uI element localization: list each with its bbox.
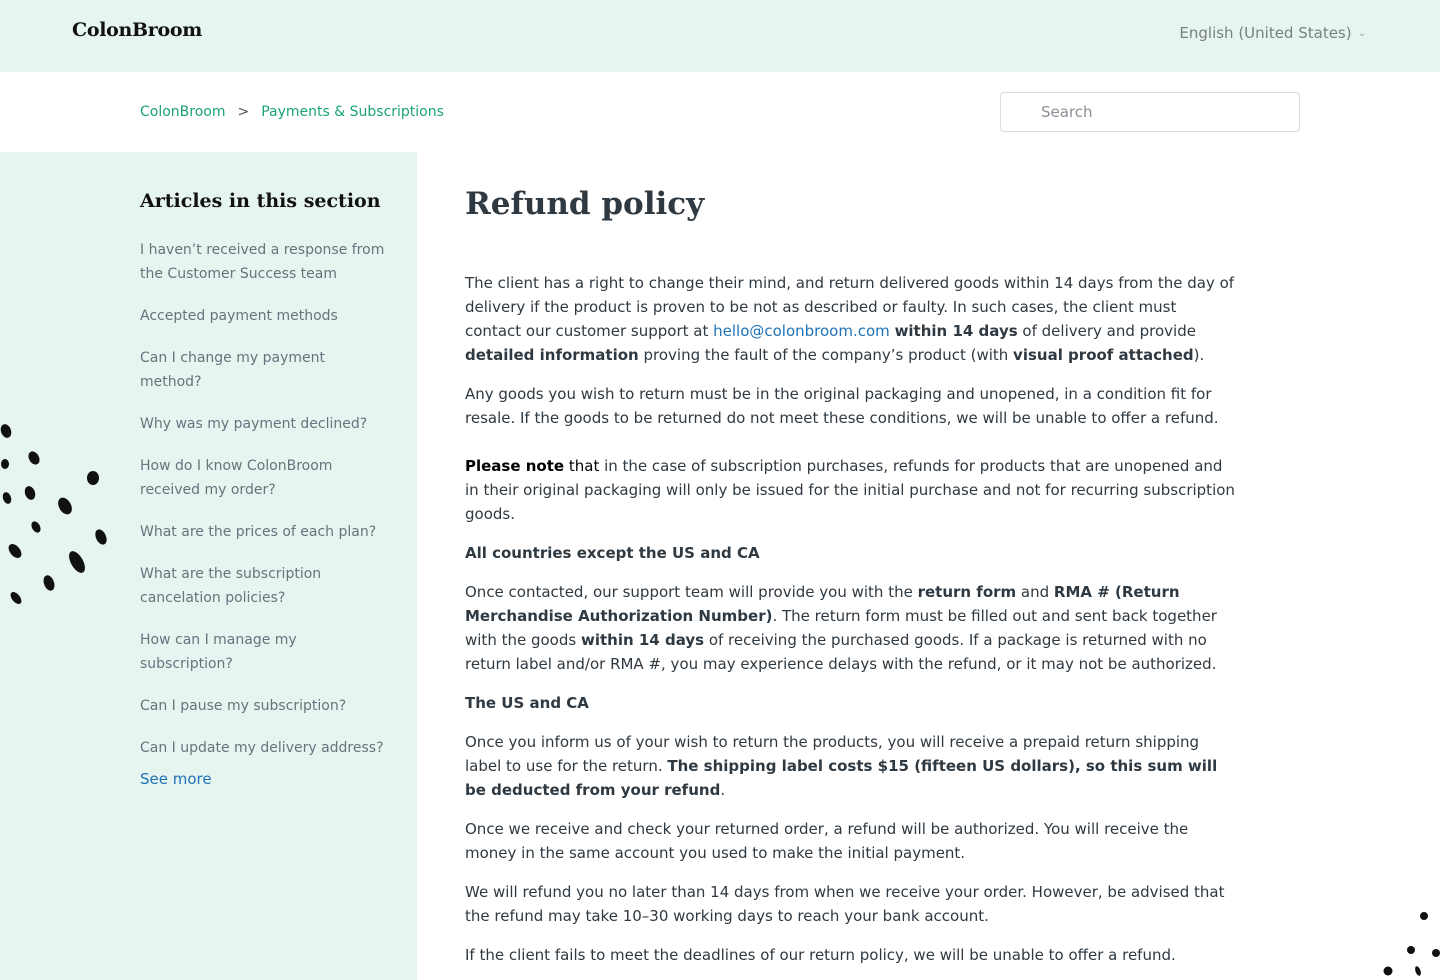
sidebar-article-link[interactable]: Can I update my delivery address? bbox=[140, 740, 384, 756]
language-selector[interactable] bbox=[1179, 24, 1366, 42]
sidebar-article-link[interactable]: Can I pause my subscription? bbox=[140, 698, 347, 714]
article-paragraph: We will refund you no later than 14 days from when we receive your order. However, be advised that the refund may take 10–30 working days to reach your bank account. bbox=[465, 883, 1225, 925]
article-paragraph: Any goods you wish to return must be in the original packaging and unopened, in a condition fit for resale. If the goods to be returned do not meet these conditions, we will be unable to offer a refund. bbox=[465, 385, 1219, 427]
article-title: Refund policy bbox=[465, 186, 705, 222]
site-header bbox=[0, 0, 1440, 72]
sidebar-article-link[interactable]: What are the prices of each plan? bbox=[140, 524, 377, 540]
section-heading: All countries except the US and CA bbox=[465, 544, 760, 562]
breadcrumb-home[interactable]: ColonBroom bbox=[140, 104, 226, 120]
sidebar-article-link[interactable]: Why was my payment declined? bbox=[140, 416, 368, 432]
site-logo[interactable]: ColonBroom bbox=[72, 19, 203, 41]
article-paragraph: Once contacted, our support team will provide you with the return form and RMA # (Return Merchandise Authorization Number). The return form must be filled out and sent back together with the goods within 14 days of receiving the purchased goods. If a package is returned with no return label and/or RMA #, you may experience delays with the refund, or it may not be authorized. bbox=[465, 583, 1217, 673]
see-more-link[interactable]: See more bbox=[140, 770, 212, 788]
breadcrumb-section[interactable]: Payments & Subscriptions bbox=[261, 104, 444, 120]
language-label: English (United States) bbox=[1179, 24, 1352, 42]
sidebar-article-link[interactable]: How can I manage my subscription? bbox=[140, 632, 297, 672]
breadcrumb-separator: > bbox=[237, 104, 250, 120]
sidebar-article-list bbox=[140, 238, 390, 778]
decorative-dots-left bbox=[0, 420, 115, 610]
sidebar-article-link[interactable]: What are the subscription cancelation policies? bbox=[140, 566, 322, 606]
section-heading: The US and CA bbox=[465, 694, 589, 712]
sidebar-article-link[interactable]: Accepted payment methods bbox=[140, 308, 338, 324]
breadcrumb bbox=[140, 104, 444, 120]
sidebar-title: Articles in this section bbox=[140, 190, 381, 212]
sidebar-article-link[interactable]: Can I change my payment method? bbox=[140, 350, 325, 390]
search-input[interactable] bbox=[1001, 93, 1299, 131]
article-paragraph: The client has a right to change their mind, and return delivered goods within 14 days from the day of delivery if the product is proven to be not as described or faulty. In such cases, the client must contact our customer support at hello@colonbroom.com within 14 days of delivery and provide detailed information proving the fault of the company’s product (with visual proof attached). bbox=[465, 274, 1235, 364]
article-paragraph: Once you inform us of your wish to return the products, you will receive a prepaid return shipping label to use for the return. The shipping label costs $15 (fifteen US dollars), so this sum will be deducted from your refund. bbox=[465, 733, 1218, 799]
sidebar-article-link[interactable]: I haven’t received a response from the Customer Success team bbox=[140, 242, 385, 282]
chevron-down-icon: ⌄ bbox=[1357, 27, 1366, 39]
decorative-dots-right bbox=[1380, 905, 1440, 980]
sidebar-article-link[interactable]: How do I know ColonBroom received my order? bbox=[140, 458, 333, 498]
support-email-link[interactable]: hello@colonbroom.com bbox=[713, 322, 890, 340]
search-box bbox=[1000, 92, 1300, 132]
article-paragraph: Once we receive and check your returned order, a refund will be authorized. You will receive the money in the same account you used to make the initial payment. bbox=[465, 820, 1189, 862]
article-paragraph: Please note that in the case of subscription purchases, refunds for products that are unopened and in their original packaging will only be issued for the initial purchase and not for recurring subscription goods. bbox=[465, 457, 1235, 523]
article-paragraph: If the client fails to meet the deadlines of our return policy, we will be unable to offer a refund. bbox=[465, 946, 1176, 964]
